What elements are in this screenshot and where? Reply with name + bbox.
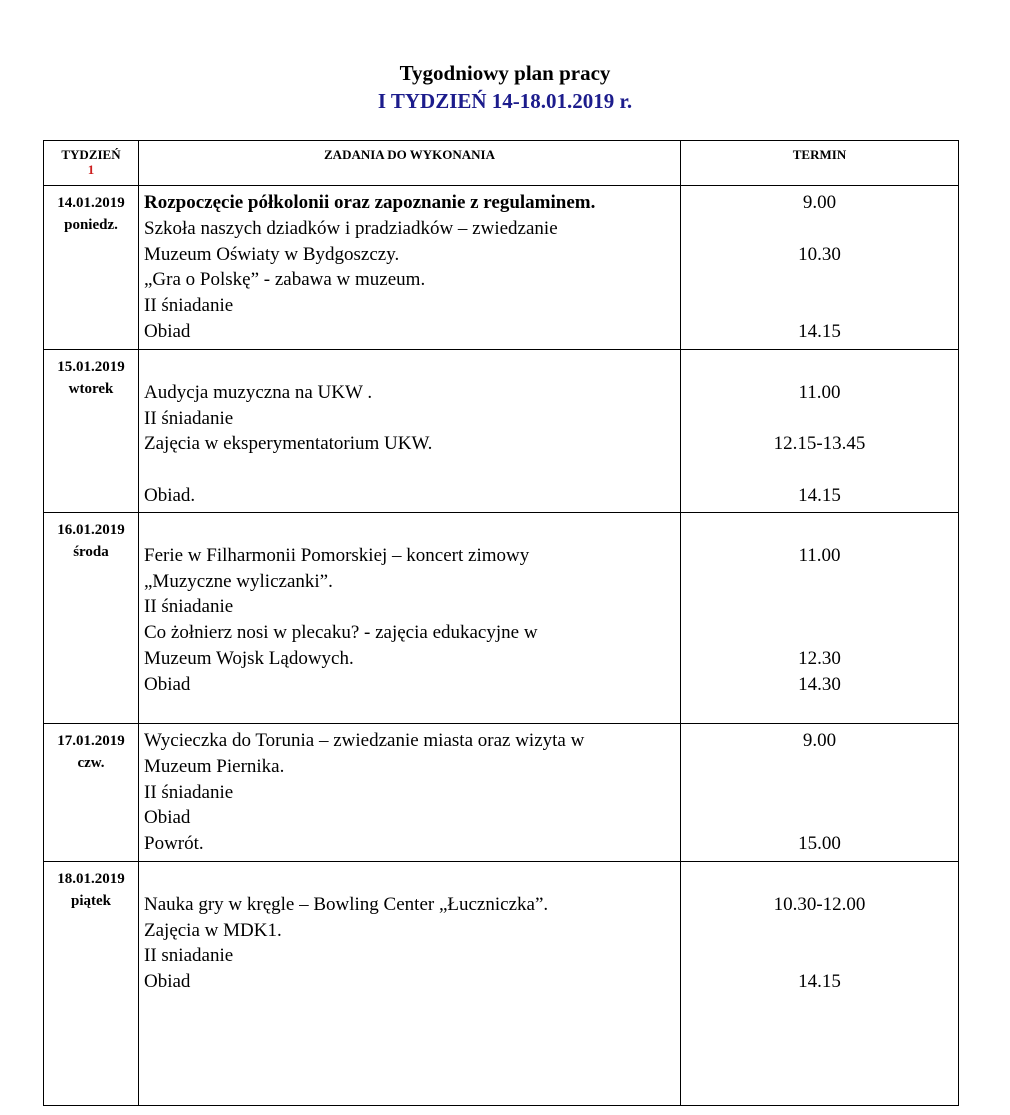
task-line xyxy=(144,517,676,543)
term-line: 14.15 xyxy=(798,320,841,342)
term-line: 14.15 xyxy=(798,971,841,993)
header-week-cell xyxy=(44,141,139,186)
day-name: poniedz. xyxy=(64,217,118,233)
table-row xyxy=(44,350,959,513)
task-line xyxy=(144,866,676,892)
day-cell xyxy=(44,862,139,1106)
task-line: Zajęcia w eksperymentatorium UKW. xyxy=(144,433,433,455)
term-line: 9.00 xyxy=(802,192,837,213)
term-cell xyxy=(681,186,959,350)
tasks-cell xyxy=(139,724,681,862)
day-date: 16.01.2019 xyxy=(57,522,125,538)
task-line: Obiad xyxy=(144,971,191,993)
term-line xyxy=(681,293,958,319)
term-line: 11.00 xyxy=(798,544,841,566)
task-line: Muzeum Oświaty w Bydgoszczy. xyxy=(144,243,400,265)
term-line xyxy=(681,943,958,969)
term-cell xyxy=(681,513,959,724)
task-line: Nauka gry w kręgle – Bowling Center „Łuczniczka”. xyxy=(144,893,549,915)
term-line xyxy=(681,866,958,892)
term-line: 12.30 xyxy=(798,647,841,669)
term-line xyxy=(681,216,958,242)
table-row xyxy=(44,513,959,724)
task-line: Obiad. xyxy=(144,484,196,506)
task-line: Obiad xyxy=(144,673,191,695)
term-line xyxy=(681,918,958,944)
task-line: „Muzyczne wyliczanki”. xyxy=(144,570,333,592)
task-line: Ferie w Filharmonii Pomorskiej – koncert zimowy xyxy=(144,544,530,566)
term-line: 14.15 xyxy=(798,484,841,506)
table-header-row xyxy=(44,141,959,186)
task-line: II śniadanie xyxy=(144,596,234,618)
task-line: Obiad xyxy=(144,320,191,342)
day-date: 14.01.2019 xyxy=(57,195,125,211)
day-cell xyxy=(44,513,139,724)
week-title: I TYDZIEŃ 14-18.01.2019 r. xyxy=(377,89,633,113)
day-cell xyxy=(44,350,139,513)
day-name: środa xyxy=(73,544,109,560)
term-line xyxy=(681,457,958,483)
term-line: 14.30 xyxy=(798,673,841,695)
term-line: 9.00 xyxy=(802,730,837,751)
task-line: Muzeum Piernika. xyxy=(144,755,285,777)
task-line: II sniadanie xyxy=(144,945,234,967)
day-date: 18.01.2019 xyxy=(57,871,125,887)
task-line: Co żołnierz nosi w plecaku? - zajęcia edukacyjne w xyxy=(144,622,538,644)
table-row xyxy=(44,724,959,862)
task-line: Zajęcia w MDK1. xyxy=(144,919,282,941)
header-week-number: 1 xyxy=(87,162,95,177)
term-line: 15.00 xyxy=(798,833,841,855)
term-line xyxy=(681,517,958,543)
tasks-cell xyxy=(139,186,681,350)
task-line: Obiad xyxy=(144,807,191,829)
document-title: Tygodniowy plan pracy xyxy=(399,61,611,85)
header-term-cell: TERMIN xyxy=(681,141,959,186)
term-line xyxy=(681,406,958,432)
day-name: wtorek xyxy=(68,381,114,397)
table-row xyxy=(44,186,959,350)
term-line: 12.15-13.45 xyxy=(773,433,866,455)
task-line: II śniadanie xyxy=(144,781,234,803)
day-cell xyxy=(44,186,139,350)
tasks-cell xyxy=(139,350,681,513)
task-line: Audycja muzyczna na UKW . xyxy=(144,381,373,403)
task-line: Powrót. xyxy=(144,833,204,855)
day-date: 17.01.2019 xyxy=(57,733,125,749)
day-name: piątek xyxy=(70,893,111,909)
header-tasks-cell: ZADANIA DO WYKONANIA xyxy=(139,141,681,186)
term-cell xyxy=(681,724,959,862)
task-line: Rozpoczęcie półkolonii oraz zapoznanie z regulaminem. xyxy=(144,192,596,213)
task-line: Szkoła naszych dziadków i pradziadków – zwiedzanie xyxy=(144,217,558,239)
table-row xyxy=(44,862,959,1106)
task-line: Muzeum Wojsk Lądowych. xyxy=(144,647,354,669)
tasks-cell xyxy=(139,513,681,724)
day-name: czw. xyxy=(77,755,105,771)
task-line xyxy=(144,457,676,483)
term-line xyxy=(681,267,958,293)
task-line: II śniadanie xyxy=(144,295,234,317)
task-line: II śniadanie xyxy=(144,407,234,429)
task-line xyxy=(144,354,676,380)
task-line: „Gra o Polskę” - zabawa w muzeum. xyxy=(144,269,426,291)
term-line: 11.00 xyxy=(798,381,841,403)
term-line xyxy=(681,354,958,380)
tasks-cell xyxy=(139,862,681,1106)
day-cell xyxy=(44,724,139,862)
task-line: Wycieczka do Torunia – zwiedzanie miasta oraz wizyta w xyxy=(144,730,585,751)
term-line xyxy=(681,620,958,646)
header-week-label: TYDZIEŃ xyxy=(61,147,121,162)
day-date: 15.01.2019 xyxy=(57,359,125,375)
term-line xyxy=(681,805,958,831)
term-line xyxy=(681,569,958,595)
term-cell xyxy=(681,350,959,513)
term-line xyxy=(681,754,958,780)
term-line: 10.30-12.00 xyxy=(773,893,866,915)
term-cell xyxy=(681,862,959,1106)
weekly-plan-table xyxy=(43,140,959,1106)
term-line: 10.30 xyxy=(798,243,841,265)
term-line xyxy=(681,594,958,620)
term-line xyxy=(681,780,958,806)
